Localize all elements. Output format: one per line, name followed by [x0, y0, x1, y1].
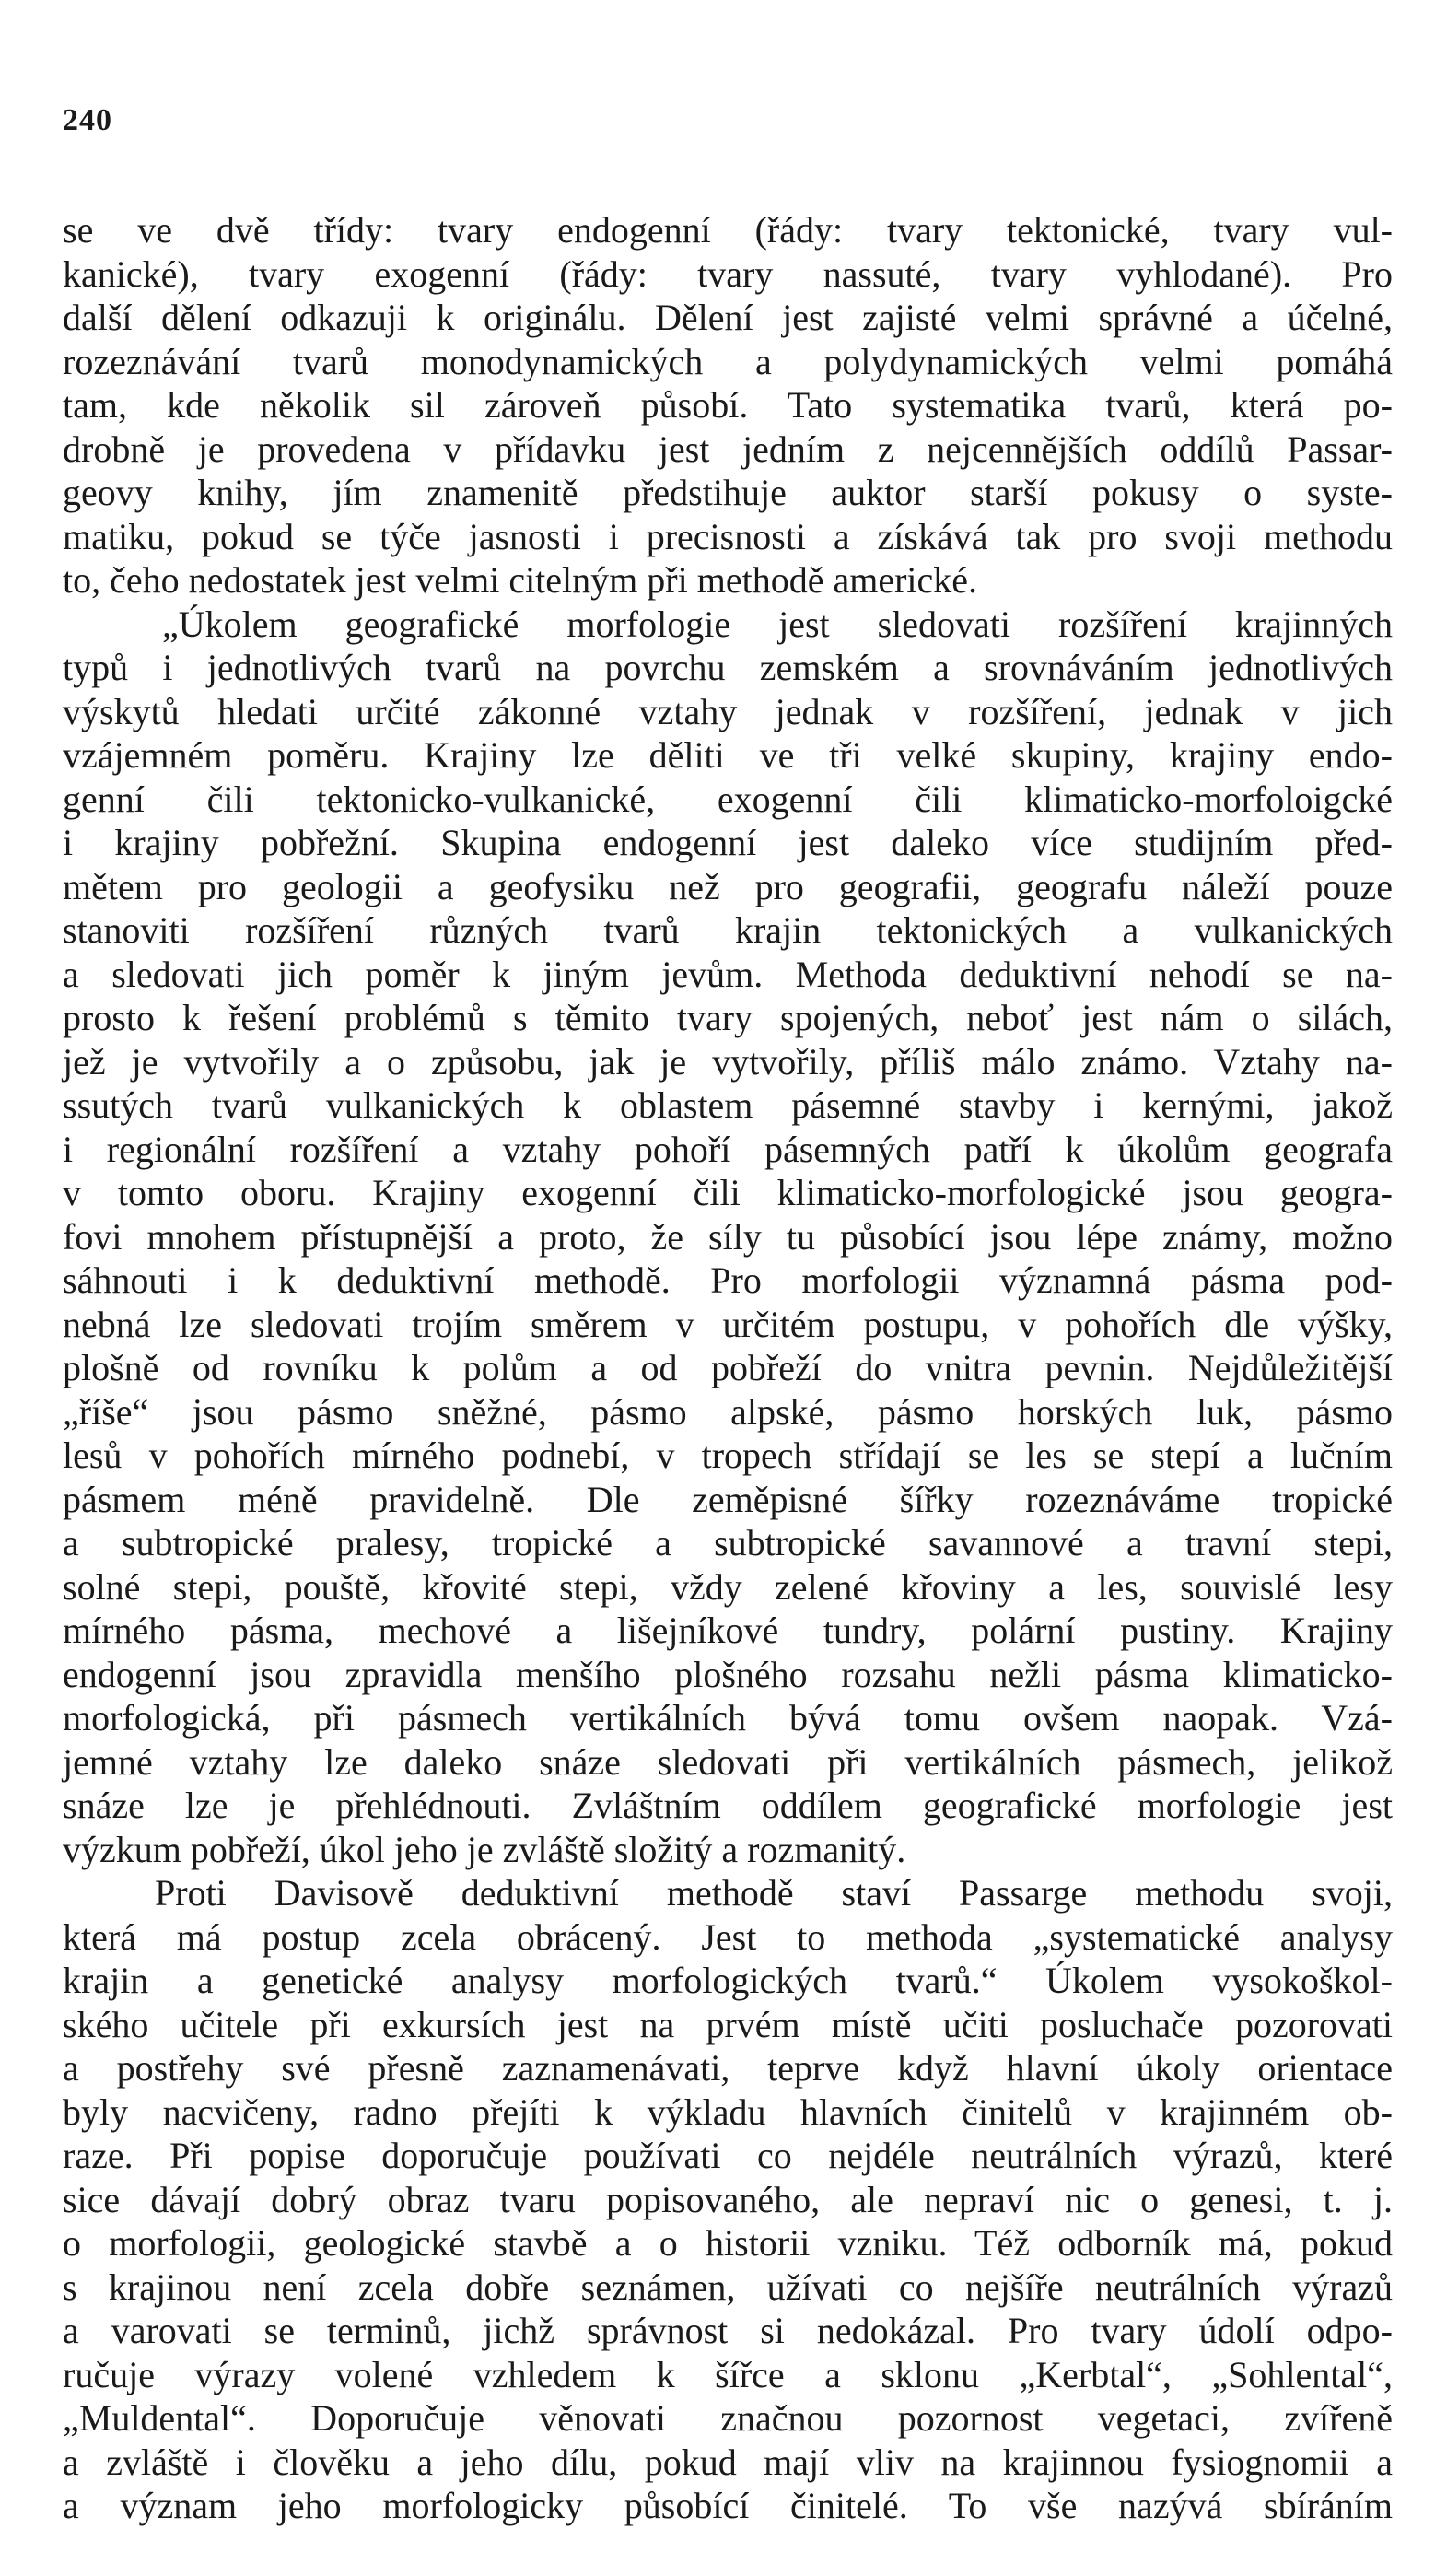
text-line: matiku, pokud se týče jasnosti i precisnosti a získává tak pro svoji methodu — [63, 515, 1393, 557]
text-line: „říše“ jsou pásmo sněžné, pásmo alpské, pásmo horských luk, pásmo — [63, 1390, 1393, 1433]
text-line: s krajinou není zcela dobře seznámen, užívati co nejšíře neutrálních výrazů — [63, 2266, 1393, 2308]
text-line: raze. Při popise doporučuje používati co nejdéle neutrálních výrazů, které — [63, 2135, 1393, 2176]
text-line: a varovati se terminů, jichž správnost si nedokázal. Pro tvary údolí odpo- — [63, 2310, 1393, 2351]
text-line: Proti Davisově deduktivní methodě staví Passarge methodu svoji, — [155, 1872, 1393, 1914]
text-line: která má postup zcela obrácený. Jest to methoda „systematické analysy — [63, 1915, 1393, 1958]
text-line: mírného pásma, mechové a lišejníkové tundry, polární pustiny. Krajiny — [63, 1610, 1393, 1651]
body-text — [63, 208, 1393, 2528]
text-line: pásmem méně pravidelně. Dle zeměpisné šířky rozeznáváme tropické — [63, 1478, 1393, 1520]
text-line: výzkum pobřeží, úkol jeho je zvláště složitý a rozmanitý. — [63, 1828, 906, 1870]
text-line: výskytů hledati určité zákonné vztahy jednak v rozšíření, jednak v jich — [63, 690, 1393, 732]
text-line: genní čili tektonicko-vulkanické, exogenní čili klimaticko-morfoloigcké — [63, 778, 1393, 820]
text-line: mětem pro geologii a geofysiku než pro geografii, geografu náleží pouze — [63, 865, 1393, 907]
text-line: další dělení odkazuji k originálu. Dělení jest zajisté velmi správné a účelné, — [63, 297, 1393, 338]
text-line: a sledovati jich poměr k jiným jevům. Methoda deduktivní nehodí se na- — [63, 953, 1393, 995]
text-line: krajin a genetické analysy morfologických tvarů.“ Úkolem vysokoškol- — [63, 1960, 1393, 2001]
text-line: sáhnouti i k deduktivní methodě. Pro morfologii významná pásma pod- — [63, 1259, 1393, 1301]
text-line: jemné vztahy lze daleko snáze sledovati při vertikálních pásmech, jelikož — [63, 1740, 1393, 1783]
text-line: kanické), tvary exogenní (řády: tvary nassuté, tvary vyhlodané). Pro — [63, 252, 1393, 295]
text-line: nebná lze sledovati trojím směrem v určitém postupu, v pohořích dle výšky, — [63, 1303, 1393, 1345]
text-line: ského učitele při exkursích jest na prvém místě učiti posluchače pozorovati — [63, 2003, 1393, 2045]
text-line: ručuje výrazy volené vzhledem k šířce a sklonu „Kerbtal“, „Sohlental“, — [63, 2353, 1393, 2395]
page-number: 240 — [63, 103, 112, 137]
text-line: snáze lze je přehlédnouti. Zvláštním oddílem geografické morfologie jest — [63, 1785, 1393, 1826]
text-line: to, čeho nedostatek jest velmi citelným při methodě americké. — [63, 559, 978, 601]
text-line: tam, kde několik sil zároveň působí. Tato systematika tvarů, která po- — [63, 384, 1393, 426]
text-line: i regionální rozšíření a vztahy pohoří pásemných patří k úkolům geografa — [63, 1128, 1393, 1170]
text-line: morfologická, při pásmech vertikálních bývá tomu ovšem naopak. Vzá- — [63, 1697, 1393, 1739]
text-line: o morfologii, geologické stavbě a o historii vzniku. Též odborník má, pokud — [63, 2222, 1393, 2264]
text-line: sice dávají dobrý obraz tvaru popisovaného, ale nepraví nic o genesi, t. j. — [63, 2178, 1393, 2220]
text-line: stanoviti rozšíření různých tvarů krajin tektonických a vulkanických — [63, 909, 1393, 951]
text-line: a postřehy své přesně zaznamenávati, teprve když hlavní úkoly orientace — [63, 2047, 1393, 2089]
text-line: a zvláště i člověku a jeho dílu, pokud mají vliv na krajinnou fysiognomii a — [63, 2441, 1393, 2483]
text-line: rozeznávání tvarů monodynamických a polydynamických velmi pomáhá — [63, 340, 1393, 382]
text-line: ssutých tvarů vulkanických k oblastem pásemné stavby i kernými, jakož — [63, 1084, 1393, 1126]
text-line: plošně od rovníku k polům a od pobřeží do vnitra pevnin. Nejdůležitější — [63, 1347, 1393, 1388]
text-line: solné stepi, pouště, křovité stepi, vždy zelené křoviny a les, souvislé lesy — [63, 1565, 1393, 1608]
text-line: a subtropické pralesy, tropické a subtropické savannové a travní stepi, — [63, 1522, 1393, 1563]
text-line: geovy knihy, jím znamenitě předstihuje auktor starší pokusy o syste- — [63, 472, 1393, 513]
text-line: typů i jednotlivých tvarů na povrchu zemském a srovnáváním jednotlivých — [63, 647, 1393, 688]
text-line: „Muldental“. Doporučuje věnovati značnou pozornost vegetaci, zvířeně — [63, 2397, 1393, 2439]
text-line: endogenní jsou zpravidla menšího plošného rozsahu nežli pásma klimaticko- — [63, 1653, 1393, 1695]
text-line: jež je vytvořily a o způsobu, jak je vytvořily, příliš málo známo. Vztahy na- — [63, 1040, 1393, 1083]
text-line: fovi mnohem přístupnější a proto, že síly tu působící jsou lépe známy, možno — [63, 1215, 1393, 1258]
text-line: se ve dvě třídy: tvary endogenní (řády: tvary tektonické, tvary vul- — [63, 209, 1393, 251]
text-line: drobně je provedena v přídavku jest jedním z nejcennějších oddílů Passar- — [63, 427, 1393, 470]
text-line: prosto k řešení problémů s těmito tvary spojených, neboť jest nám o silách, — [63, 997, 1393, 1038]
text-line: v tomto oboru. Krajiny exogenní čili klimaticko-morfologické jsou geogra- — [63, 1172, 1393, 1213]
text-line: lesů v pohořích mírného podnebí, v tropech střídají se les se stepí a lučním — [63, 1434, 1393, 1476]
text-line: vzájemném poměru. Krajiny lze děliti ve tři velké skupiny, krajiny endo- — [63, 734, 1393, 776]
text-line: a význam jeho morfologicky působící činitelé. To vše nazývá sbíráním — [63, 2485, 1393, 2526]
text-line: i krajiny pobřežní. Skupina endogenní jest daleko více studijním před- — [63, 822, 1393, 863]
text-line: „Úkolem geografické morfologie jest sledovati rozšíření krajinných — [162, 603, 1393, 645]
text-line: byly nacvičeny, radno přejíti k výkladu hlavních činitelů v krajinném ob- — [63, 2090, 1393, 2133]
